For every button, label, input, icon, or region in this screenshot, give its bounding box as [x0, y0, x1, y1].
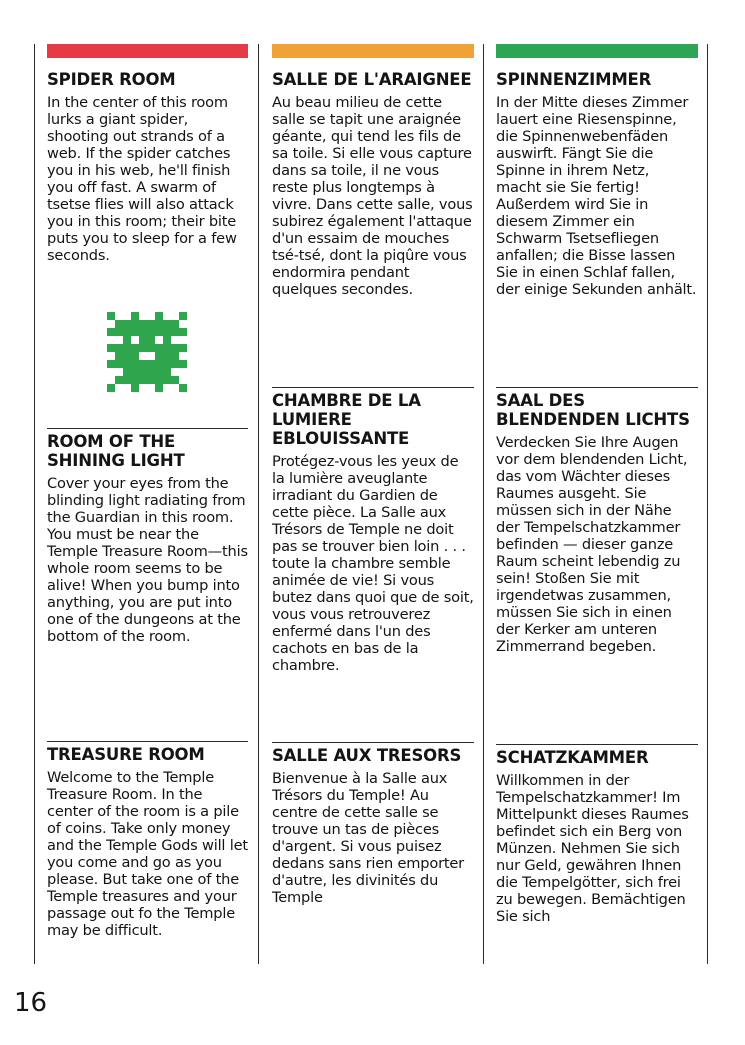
section-rule	[47, 428, 248, 429]
section-rule	[496, 744, 698, 745]
column-divider-1	[258, 44, 259, 964]
schatzkammer-text: Willkommen in der Tempelschatzkammer! Im Mittelpunkt dieses Raumes befindet sich ein Berg von Münzen. Nehmen Sie sich nur Geld, gewähren Ihnen die Tempelgötter, sich frei zu bewegen. Bemächtigen Sie sich	[496, 772, 689, 925]
german-column	[496, 44, 698, 964]
spinnenzimmer-title: SPINNENZIMMER	[496, 70, 652, 89]
section-rule	[272, 387, 474, 388]
salle-tresors-text: Bienvenue à la Salle aux Trésors du Temple! Au centre de cette salle se trouve un tas de pièces d'argent. Si vous puisez dedans sans rien emporter d'autre, les divinités du Temple	[272, 770, 464, 906]
french-column	[272, 44, 474, 964]
english-color-bar	[47, 44, 248, 58]
german-color-bar	[496, 44, 698, 58]
shining-light-section-fr	[272, 387, 474, 674]
treasure-room-section-fr	[272, 742, 474, 906]
shining-light-section-en	[47, 428, 248, 645]
spider-room-section-fr	[272, 70, 474, 298]
shining-light-section-de	[496, 387, 698, 655]
column-divider-2	[483, 44, 484, 964]
treasure-room-section-en	[47, 741, 248, 939]
treasure-room-title: TREASURE ROOM	[47, 745, 205, 764]
schatzkammer-title: SCHATZKAMMER	[496, 748, 649, 767]
spider-icon	[107, 312, 187, 396]
shining-light-title: ROOM OF THE SHINING LIGHT	[47, 432, 185, 470]
column-divider-right	[707, 44, 708, 964]
section-rule	[272, 742, 474, 743]
saal-lichts-title: SAAL DES BLENDENDEN LICHTS	[496, 391, 690, 429]
chambre-lumiere-title: CHAMBRE DE LA LUMIERE EBLOUISSANTE	[272, 391, 421, 448]
english-column	[47, 44, 248, 964]
salle-tresors-title: SALLE AUX TRESORS	[272, 746, 462, 765]
salle-araignee-title: SALLE DE L'ARAIGNEE	[272, 70, 472, 89]
shining-light-text: Cover your eyes from the blinding light radiating from the Guardian in this room. You must be near the Temple Treasure Room—this whole room seems to be alive! When you bump into anything, you are put into one of the dungeons at the bottom of the room.	[47, 475, 248, 645]
spider-room-title: SPIDER ROOM	[47, 70, 176, 89]
section-rule	[496, 387, 698, 388]
page-number: 16	[14, 988, 48, 1018]
section-rule	[47, 741, 248, 742]
treasure-room-section-de	[496, 744, 698, 925]
salle-araignee-text: Au beau milieu de cette salle se tapit une araignée géante, qui tend les fils de sa toile. Si elle vous capture dans sa toile, il ne vous reste plus longtemps à vivre. Dans cette salle, vous subirez également l'attaque d'un essaim de mouches tsé-tsé, dont la piqûre vous endormira pendant quelques secondes.	[272, 94, 473, 298]
chambre-lumiere-text: Protégez-vous les yeux de la lumière aveuglante irradiant du Gardien de cette pièce. La Salle aux Trésors de Temple ne doit pas se trouver bien loin . . . toute la chambre semble animée de vie! Si vous butez dans quoi que de soit, vous vous retrouverez enfermé dans l'un des cachots en bas de la chambre.	[272, 453, 474, 674]
saal-lichts-text: Verdecken Sie Ihre Augen vor dem blendenden Licht, das vom Wächter dieses Raumes ausgeht. Sie müssen sich in der Nähe der Tempelschatzkammer befinden — dieser ganze Raum scheint lebendig zu sein! Stoßen Sie mit irgendetwas zusammen, müssen Sie sich in einen der Kerker am unteren Zimmerrand begeben.	[496, 434, 688, 655]
spider-room-section-de	[496, 70, 698, 298]
spinnenzimmer-text: In der Mitte dieses Zimmer lauert eine Riesenspinne, die Spinnenwebenfäden auswirft. Fängt Sie die Spinne in ihrem Netz, macht sie Sie fertig! Außerdem wird Sie in diesem Zimmer ein Schwarm Tsetsefliegen anfallen; die Bisse lassen Sie in einen Schlaf fallen, der einige Sekunden anhält.	[496, 94, 697, 298]
spider-room-section-en	[47, 70, 248, 264]
treasure-room-text: Welcome to the Temple Treasure Room. In the center of the room is a pile of coins. Take only money and the Temple Gods will let you come and go as you please. But take one of the Temple treasures and your passage out fo the Temple may be difficult.	[47, 769, 248, 939]
french-color-bar	[272, 44, 474, 58]
column-divider-left	[34, 44, 35, 964]
spider-room-text: In the center of this room lurks a giant spider, shooting out strands of a web. If the spider catches you in his web, he'll finish you off fast. A swarm of tsetse flies will also attack you in this room; their bite puts you to sleep for a few seconds.	[47, 94, 237, 264]
